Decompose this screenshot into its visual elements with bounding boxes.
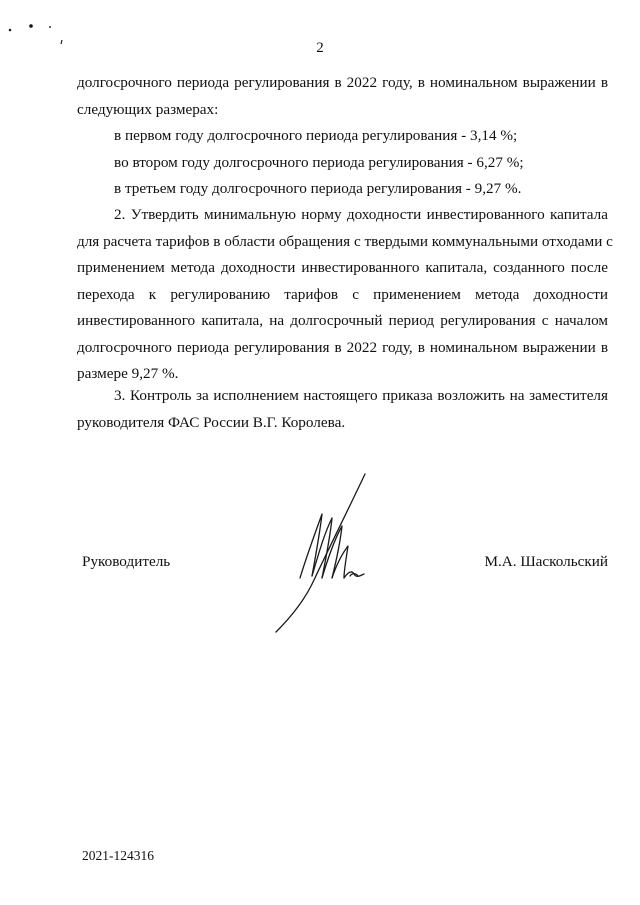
paragraph-2-line: применением метода доходности инвестированного капитала, созданного после (77, 259, 608, 276)
page-number: 2 (316, 40, 324, 56)
rate-list-item-second-year: во втором году долгосрочного периода регулирования - 6,27 %; (114, 153, 524, 171)
paragraph-2-line: инвестированного капитала, на долгосрочный период регулирования с началом (77, 312, 608, 329)
paragraph-2-line: для расчета тарифов в области обращения с твердыми коммунальными отходами с (77, 232, 613, 250)
paragraph-1-line: долгосрочного периода регулирования в 2022 году, в номинальном выражении в (77, 74, 608, 91)
paragraph-1 (77, 70, 608, 123)
signatory-position: Руководитель (82, 553, 171, 570)
paragraph-2-line: перехода к регулированию тарифов с применением метода доходности (77, 285, 608, 303)
signatory-name: М.А. Шаскольский (484, 553, 608, 570)
paragraph-3 (77, 383, 608, 436)
paragraph-2-line: долгосрочного периода регулирования в 2022 году, в номинальном выражении в (77, 338, 608, 356)
paragraph-3-line: 3. Контроль за исполнением настоящего приказа возложить на заместителя (114, 387, 608, 404)
paragraph-3-line: руководителя ФАС России В.Г. Королева. (77, 413, 346, 431)
document-number: 2021-124316 (82, 848, 154, 863)
rate-list (77, 123, 608, 203)
paragraph-2-line: размере 9,27 %. (77, 365, 179, 382)
paragraph-1-line: следующих размерах: (77, 100, 219, 118)
paragraph-2-line: 2. Утвердить минимальную норму доходности инвестированного капитала (114, 206, 608, 223)
signature-block (0, 545, 640, 575)
rate-list-item-third-year: в третьем году долгосрочного периода регулирования - 9,27 %. (114, 180, 522, 197)
rate-list-item-first-year: в первом году долгосрочного периода регулирования - 3,14 %; (114, 127, 518, 144)
paragraph-2 (77, 202, 613, 388)
